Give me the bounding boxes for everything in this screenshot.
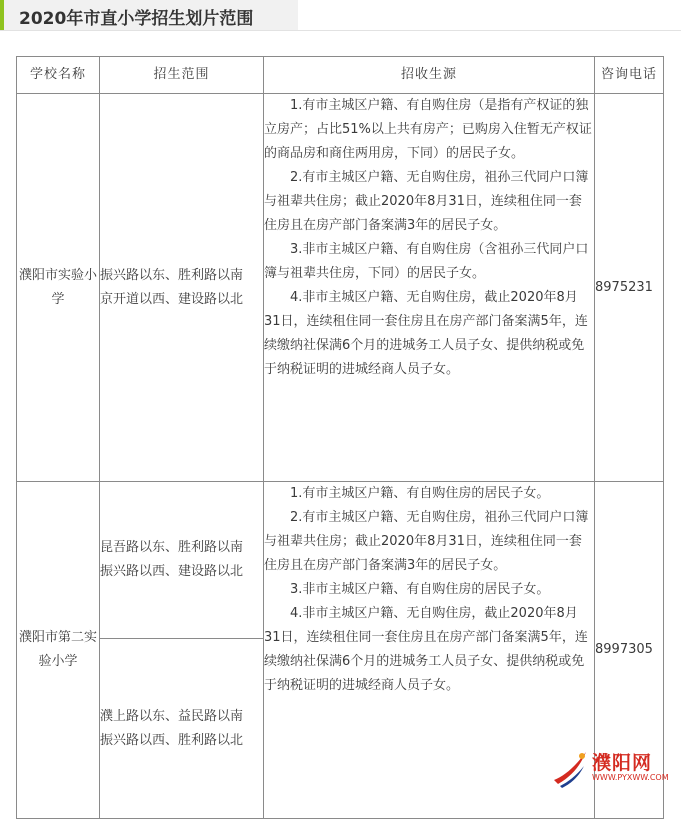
phone-number: 8997305 bbox=[595, 482, 664, 819]
source-item: 4.非市主城区户籍、无自购住房，截止2020年8月31日，连续租住同一套住房且在房产部门备案满5年，连续缴纳社保满6个月的进城务工人员子女、提供纳税或免于纳税证明的进城经商人员子女。 bbox=[264, 606, 588, 693]
source-item: 4.非市主城区户籍、无自购住房，截止2020年8月31日，连续租住同一套住房且在房产部门备案满5年，连续缴纳社保满6个月的进城务工人员子女、提供纳税或免于纳税证明的进城经商人员子女。 bbox=[264, 290, 588, 377]
header-source: 招收生源 bbox=[264, 57, 595, 94]
enrollment-table bbox=[16, 56, 664, 819]
header-school: 学校名称 bbox=[17, 57, 100, 94]
phone-number: 8975231 bbox=[595, 94, 664, 482]
source-item: 3.非市主城区户籍、有自购住房的居民子女。 bbox=[290, 582, 550, 597]
source-item: 1.有市主城区户籍、有自购住房（是指有产权证的独立房产；占比51%以上共有房产；已购房入住暂无产权证的商品房和商住两用房，下同）的居民子女。 bbox=[264, 98, 592, 161]
header-phone: 咨询电话 bbox=[595, 57, 664, 94]
range-line: 京开道以西、建设路以北 bbox=[100, 291, 244, 307]
source-item: 1.有市主城区户籍、有自购住房的居民子女。 bbox=[290, 486, 550, 501]
table-header-row bbox=[17, 57, 664, 94]
enrollment-range bbox=[100, 639, 264, 819]
school-name: 濮阳市第二实验小学 bbox=[17, 482, 100, 819]
school-name: 濮阳市实验小学 bbox=[17, 94, 100, 482]
range-line: 振兴路以西、胜利路以北 bbox=[100, 732, 244, 748]
source-item: 3.非市主城区户籍、有自购住房（含祖孙三代同户口簿与祖辈共住房，下同）的居民子女。 bbox=[264, 242, 589, 281]
enrollment-range bbox=[100, 482, 264, 639]
source-item: 2.有市主城区户籍、无自购住房，祖孙三代同户口簿与祖辈共住房；截止2020年8月31日，连续租住同一套住房且在房产部门备案满3年的居民子女。 bbox=[264, 510, 589, 573]
watermark-name: 濮阳网 bbox=[592, 752, 653, 774]
section-title-bar bbox=[0, 0, 298, 30]
student-source bbox=[264, 94, 595, 482]
title-divider bbox=[0, 30, 681, 31]
table-row bbox=[17, 482, 664, 639]
range-line: 濮上路以东、益民路以南 bbox=[100, 708, 244, 724]
header-range: 招生范围 bbox=[100, 57, 264, 94]
source-item: 2.有市主城区户籍、无自购住房，祖孙三代同户口簿与祖辈共住房；截止2020年8月31日，连续租住同一套住房且在房产部门备案满3年的居民子女。 bbox=[264, 170, 589, 233]
watermark-url: WWW.PYXWW.COM bbox=[592, 773, 669, 782]
swoosh-logo-icon bbox=[550, 746, 590, 790]
range-line: 振兴路以西、建设路以北 bbox=[100, 564, 244, 579]
range-line: 振兴路以东、胜利路以南 bbox=[100, 267, 244, 283]
site-watermark bbox=[548, 746, 681, 794]
student-source bbox=[264, 482, 595, 819]
page-title: 2020年市直小学招生划片范围 bbox=[19, 9, 254, 29]
table-row bbox=[17, 94, 664, 482]
enrollment-range bbox=[100, 94, 264, 482]
range-line: 昆吾路以东、胜利路以南 bbox=[100, 540, 244, 555]
